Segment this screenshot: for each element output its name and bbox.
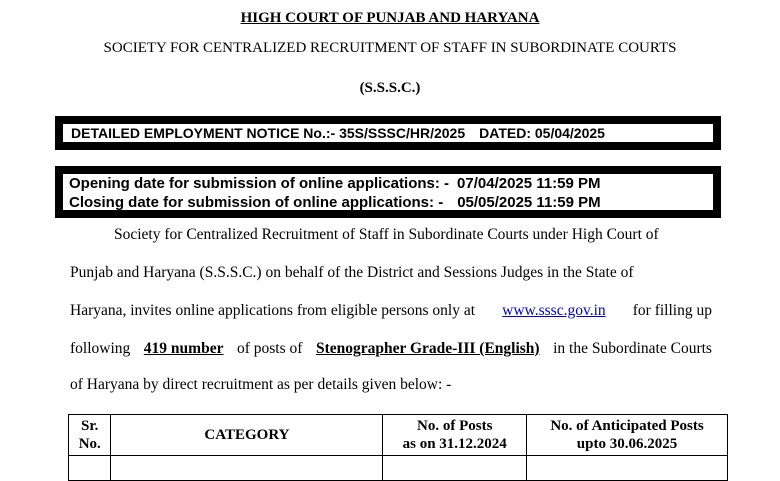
notice-number: DETAILED EMPLOYMENT NOTICE No.:- 35S/SSSC/HR/2025	[71, 125, 466, 141]
closing-date-label: Closing date for submission of online applications: -	[69, 194, 444, 211]
notice-box	[55, 116, 721, 150]
body-line-1: Society for Centralized Recruitment of Staff in Subordinate Courts under High Court of	[114, 226, 659, 243]
court-title: HIGH COURT OF PUNJAB AND HARYANA	[240, 10, 540, 26]
society-abbreviation: (S.S.S.C.)	[359, 80, 421, 96]
body-line-3-end: for filling up	[632, 302, 712, 319]
header-posts-line1: No. of Posts	[417, 418, 493, 434]
table-row	[69, 456, 728, 481]
closing-date-row	[69, 193, 713, 212]
body-line-4-mid: of posts of	[236, 340, 303, 357]
header-category: CATEGORY	[111, 415, 383, 456]
closing-date-value: 05/05/2025 11:59 PM	[457, 194, 601, 211]
body-line-3	[70, 302, 712, 320]
society-title: SOCIETY FOR CENTRALIZED RECRUITMENT OF STAFF IN SUBORDINATE COURTS	[103, 40, 677, 56]
application-dates-box	[55, 166, 721, 218]
opening-date-label: Opening date for submission of online applications: -	[69, 175, 450, 192]
table-header-row	[69, 415, 728, 456]
body-line-4-start: following	[70, 340, 131, 357]
posts-count: 419 number	[143, 340, 224, 357]
body-line-4	[70, 340, 712, 358]
sssc-website-link[interactable]: www.sssc.gov.in	[502, 302, 606, 319]
body-line-3-start: Haryana, invites online applications from eligible persons only at	[70, 302, 476, 319]
header-anticipated-posts	[527, 415, 728, 456]
header-anticipated-line1: No. of Anticipated Posts	[550, 418, 704, 434]
body-line-4-end: in the Subordinate Courts	[553, 340, 712, 357]
header-posts-line2: as on 31.12.2024	[402, 436, 507, 452]
posts-table	[68, 414, 728, 481]
opening-date-row	[69, 174, 713, 193]
header-anticipated-line2: upto 30.06.2025	[576, 436, 678, 452]
header-sr-no: Sr. No.	[69, 415, 111, 456]
notice-date: DATED: 05/04/2025	[479, 125, 605, 141]
body-line-2: Punjab and Haryana (S.S.S.C.) on behalf of the District and Sessions Judges in the State of	[70, 264, 634, 281]
post-name: Stenographer Grade-III (English)	[315, 340, 540, 357]
opening-date-value: 07/04/2025 11:59 PM	[457, 175, 601, 192]
body-line-5: of Haryana by direct recruitment as per details given below: -	[70, 376, 452, 393]
header-posts	[383, 415, 527, 456]
